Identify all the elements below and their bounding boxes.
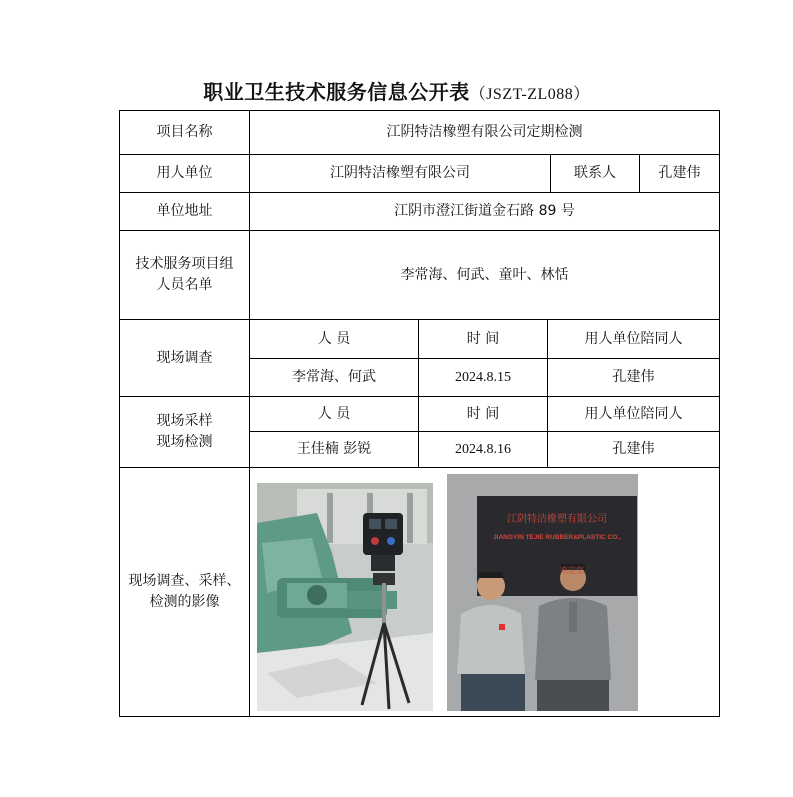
sampling-header-companion: 用人单位陪同人 <box>584 405 683 422</box>
employer-label: 用人单位 <box>156 165 213 181</box>
sampling-label <box>120 397 249 467</box>
survey-companion: 孔建伟 <box>612 369 655 385</box>
team-value: 李常海、何武、童叶、林恬 <box>400 266 569 283</box>
survey-header-time: 时 间 <box>466 330 500 347</box>
project-name-value: 江阴特洁橡塑有限公司定期检测 <box>386 124 583 140</box>
site-photo-equipment <box>257 483 433 711</box>
sampling-time: 2024.8.16 <box>455 442 511 457</box>
sampling-label-line2: 现场检测 <box>156 434 213 450</box>
contact-value: 孔建伟 <box>658 165 701 181</box>
survey-time: 2024.8.15 <box>455 370 511 385</box>
project-name-label: 项目名称 <box>156 124 213 140</box>
sampling-companion: 孔建伟 <box>612 441 655 457</box>
sampling-label-line1: 现场采样 <box>156 413 213 429</box>
sampling-personnel: 王佳楠 彭锐 <box>296 441 372 457</box>
sampling-header-personnel: 人 员 <box>317 405 351 422</box>
images-label <box>120 468 249 716</box>
team-label-line1: 技术服务项目组 <box>135 256 234 272</box>
team-label <box>120 231 249 319</box>
team-label-line2: 人员名单 <box>156 277 213 293</box>
address-label: 单位地址 <box>156 203 213 219</box>
images-label-line2: 检测的影像 <box>149 594 220 610</box>
title-code: （JSZT-ZL088） <box>469 86 590 103</box>
contact-label: 联系人 <box>574 165 616 181</box>
sign-text-welcome: 欢迎您 <box>560 566 584 575</box>
sign-text-cn: 江阴特洁橡塑有限公司 <box>507 514 607 525</box>
survey-label: 现场调查 <box>156 349 213 366</box>
survey-personnel: 李常海、何武 <box>292 369 376 385</box>
images-label-line1: 现场调查、采样、 <box>128 573 241 589</box>
sampling-header-time: 时 间 <box>466 405 500 422</box>
employer-value: 江阴特洁橡塑有限公司 <box>330 165 470 181</box>
page-title <box>0 76 793 105</box>
sign-text-en: JIANGYIN TEJIE RUBBER&PLASTIC CO., <box>493 534 621 541</box>
title-main: 职业卫生技术服务信息公开表 <box>203 80 470 104</box>
info-table <box>119 110 720 717</box>
address-value: 江阴市澄江街道金石路 89 号 <box>394 203 575 219</box>
survey-header-personnel: 人 员 <box>317 330 351 347</box>
survey-header-companion: 用人单位陪同人 <box>584 330 683 347</box>
site-photo-staff <box>447 474 638 711</box>
